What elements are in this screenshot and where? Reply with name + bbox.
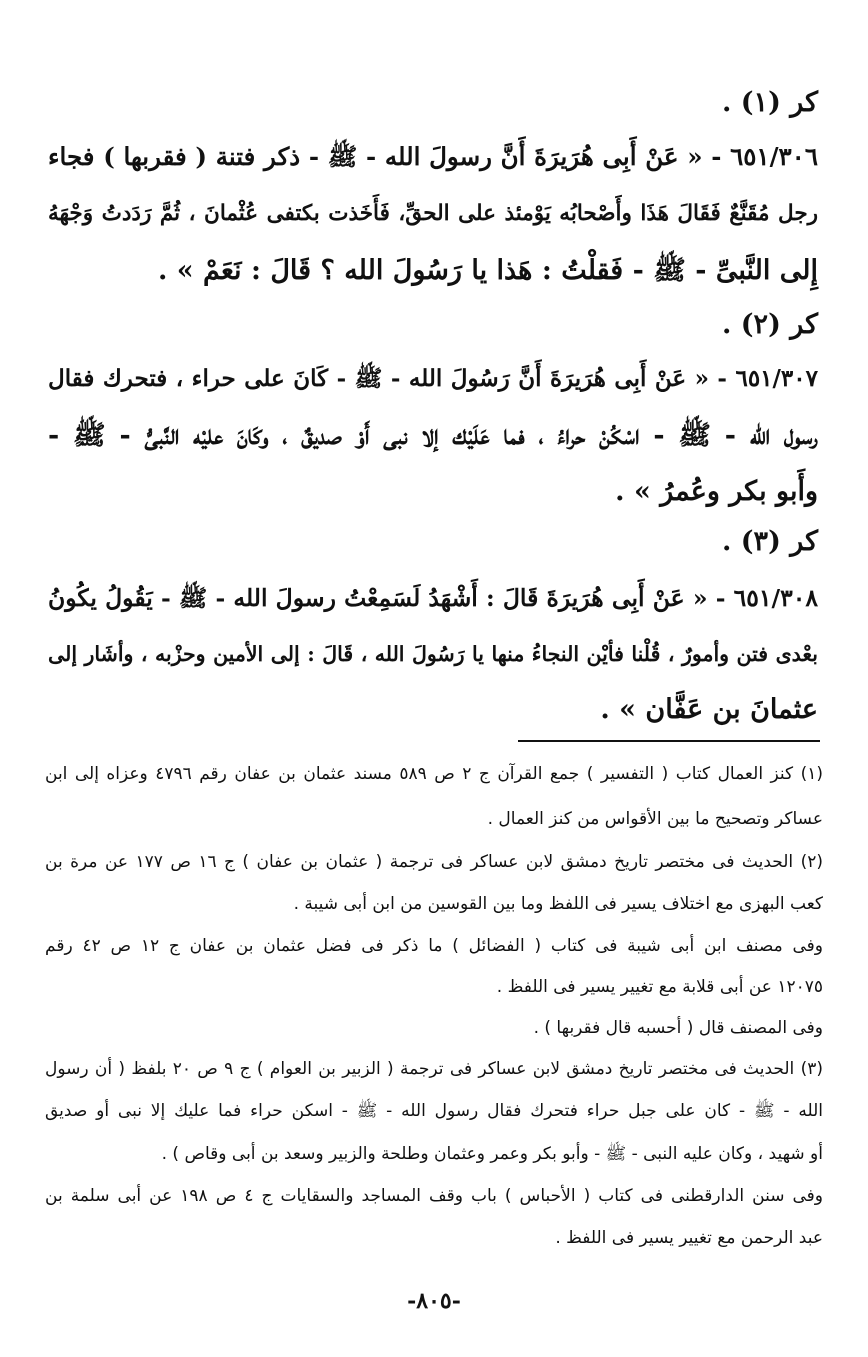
footnote-3-line-2: الله - ﷺ - كان على جبل حراء فتحرك فقال رسول الله - ﷺ - اسكن حراء فما عليك إلا نبى أو صديق — [45, 1101, 823, 1121]
source-ref-2: كر (٢) . — [721, 309, 818, 340]
footnote-1-line-2: عساكر وتصحيح ما بين الأقواس من كنز العمال . — [487, 809, 823, 829]
footnote-3-line-1: (٣) الحديث فى مختصر تاريخ دمشق لابن عساكر فى ترجمة ( الزبير بن العوام ) ج ٩ ص ٢٠ بلفظ ( أن رسول — [45, 1059, 823, 1079]
hadith-308-line-3: عثمانَ بن عَفَّان » . — [600, 694, 818, 725]
hadith-306-line-1: ٦٥١/٣٠٦ - « عَنْ أَبِى هُرَيرَةَ أَنَّ رسولَ الله - ﷺ - ذكر فتنة ( فقربها ) فجاء — [48, 142, 818, 171]
hadith-308-line-1: ٦٥١/٣٠٨ - « عَنْ أَبِى هُرَيرَةَ قَالَ : أَشْهَدُ لَسَمِعْتُ رسولَ الله - ﷺ - يَقُولُ يكُونُ — [48, 584, 818, 612]
hadith-306-line-2: رجل مُقَنَّعٌ فَقَالَ هَذَا وأَصْحابُه يَوْمئذ على الحقِّ، فَأَخَذت بكتفى عُثْمانَ ، ثُمَّ رَدَدتُ وَجْهَهُ — [48, 201, 818, 226]
footnote-3-line-5: عبد الرحمن مع تغيير يسير فى اللفظ . — [555, 1228, 823, 1248]
footnote-2-line-1: (٢) الحديث فى مختصر تاريخ دمشق لابن عساكر فى ترجمة ( عثمان بن عفان ) ج ١٦ ص ١٧٧ عن مرة بن — [45, 852, 823, 872]
footnote-2-line-4: ١٢٠٧٥ عن أبى قلابة مع تغيير يسير فى اللفظ . — [496, 977, 823, 997]
footnote-3-line-3: أو شهيد ، وكان عليه النبى - ﷺ - وأبو بكر وعمر وعثمان وطلحة والزبير وسعد بن أبى وقاص ) . — [161, 1144, 823, 1164]
source-ref-1: كر (١) . — [721, 87, 818, 118]
hadith-306-line-3: إِلى النَّبىِّ - ﷺ - فَقلْتُ : هَذا يا رَسُولَ الله ؟ قَالَ : نَعَمْ » . — [157, 255, 818, 286]
footnote-2-line-3: وفى مصنف ابن أبى شيبة فى كتاب ( الفضائل ) ما ذكر فى فضل عثمان بن عفان ج ١٢ ص ٤٢ رقم — [45, 936, 823, 956]
footnote-3-line-4: وفى سنن الدارقطنى فى كتاب ( الأحباس ) باب وقف المساجد والسقايات ج ٤ ص ١٩٨ عن أبى سلمة بن — [45, 1186, 823, 1206]
hadith-308-line-2: بعْدى فتن وأمورٌ ، قُلْنا فأيْن النجاءُ منها يا رَسُولَ الله ، قَالَ : إلى الأمين وحزْبه ، وأشَار إلى — [48, 642, 818, 666]
source-ref-3: كر (٣) . — [721, 526, 818, 557]
hadith-307-line-1: ٦٥١/٣٠٧ - « عَنْ أَبِى هُرَيرَةَ أَنَّ رَسُولَ الله - ﷺ - كَانَ على حراء ، فتحرك فقال — [48, 365, 818, 392]
page-number: -٨٠٥- — [407, 1288, 461, 1314]
footnote-2-line-5: وفى المصنف قال ( أحسبه قال فقربها ) . — [533, 1018, 823, 1038]
hadith-307-line-3: وأَبو بكر وعُمرُ » . — [615, 476, 818, 507]
footnote-1-line-1: (١) كنز العمال كتاب ( التفسير ) جمع القرآن ج ٢ ص ٥٨٩ مسند عثمان بن عفان رقم ٤٧٩٦ وعزاه إلى ابن — [45, 764, 823, 784]
hadith-307-line-2: رسول الله - ﷺ - اسْكُنْ حراءُ ، فما عَلَيْك إلا نبى أَوْ صديقٌ ، وكَانَ عليْه النَّبىُّ - ﷺ - — [48, 420, 818, 451]
footnote-separator — [518, 740, 820, 742]
footnote-2-line-2: كعب البهزى مع اختلاف يسير فى اللفظ وما بين القوسين من ابن أبى شيبة . — [293, 894, 823, 914]
